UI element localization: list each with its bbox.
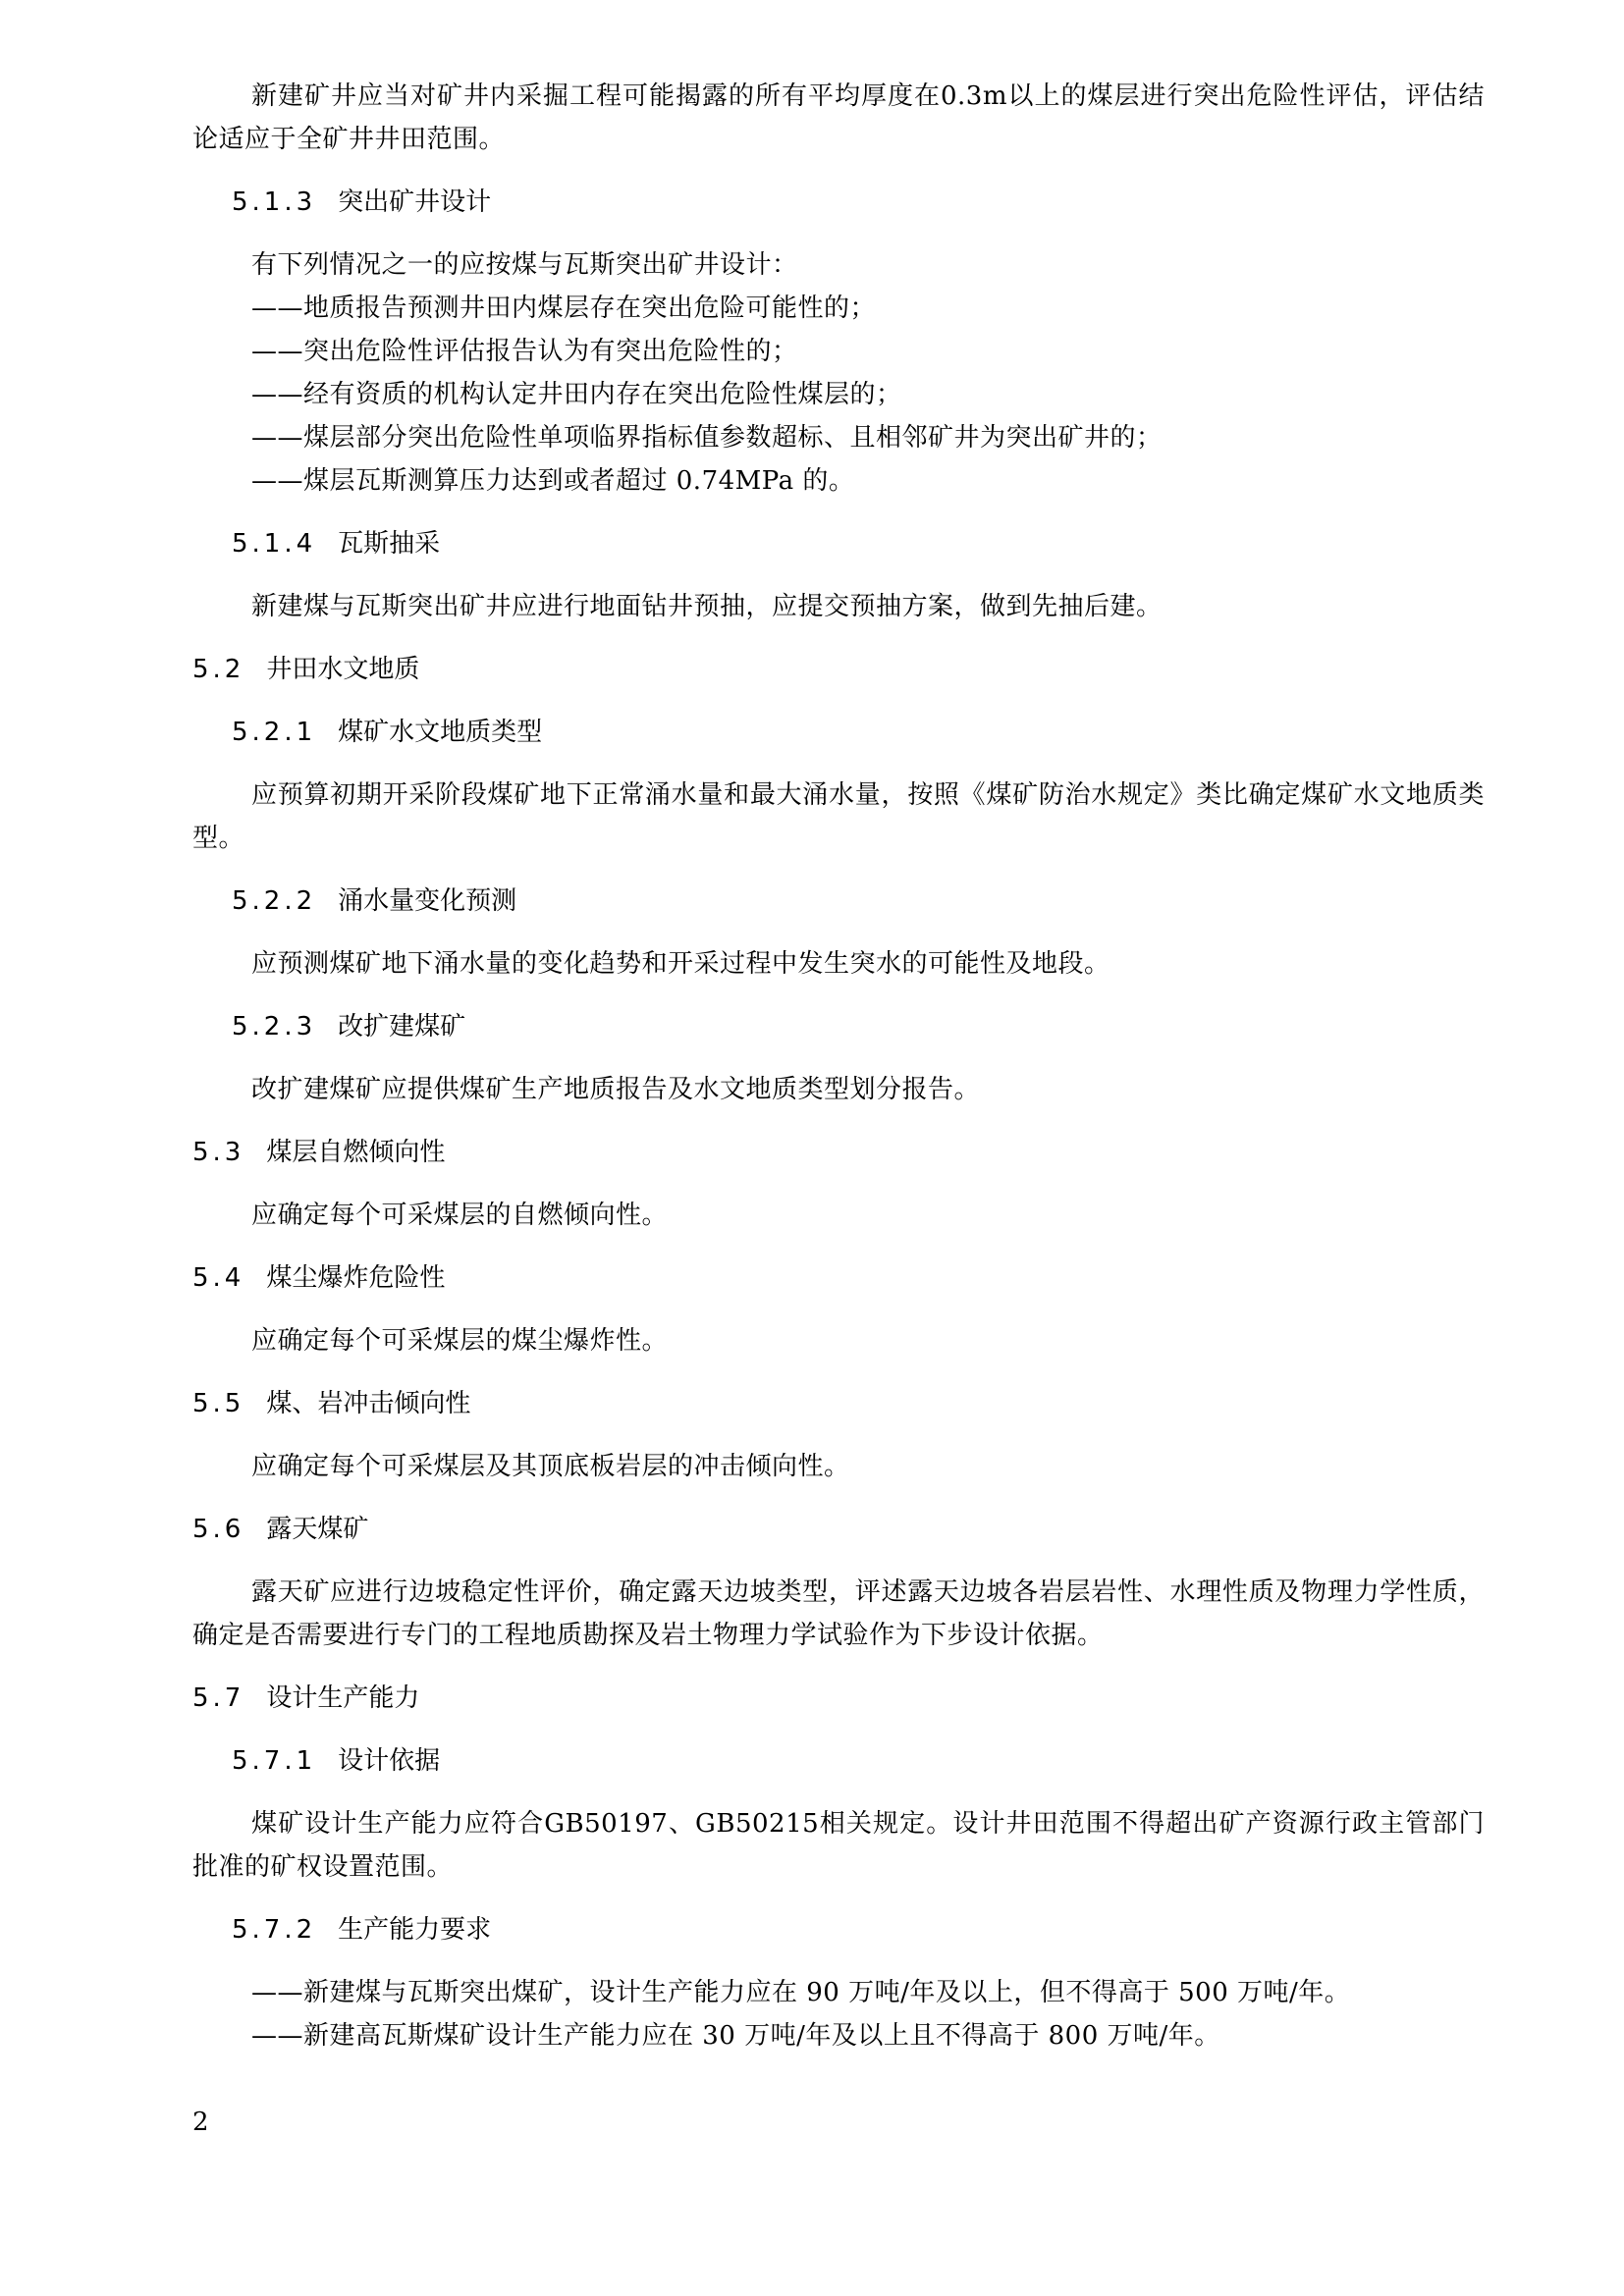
list-item: ——经有资质的机构认定井田内存在突出危险性煤层的；: [251, 380, 902, 409]
section-title: 设计依据: [338, 1746, 441, 1776]
section-number: 5.2.1: [232, 718, 317, 747]
section-heading-5-1-3: [232, 181, 1485, 224]
list-item: ——突出危险性评估报告认为有突出危险性的；: [251, 337, 798, 366]
list-item: ——新建高瓦斯煤矿设计生产能力应在 30 万吨/年及以上且不得高于 800 万吨/年。: [251, 2021, 1220, 2051]
section-title: 生产能力要求: [338, 1915, 492, 1945]
section-heading-5-2-2: [232, 880, 1485, 923]
section-title: 瓦斯抽采: [338, 529, 441, 559]
section-number: 5.7: [192, 1683, 245, 1713]
list-item: ——新建煤与瓦斯突出煤矿，设计生产能力应在 90 万吨/年及以上，但不得高于 500 万吨/年。: [251, 1978, 1351, 2007]
section-number: 5.1.3: [232, 187, 317, 217]
section-number: 5.2: [192, 655, 245, 684]
section-title: 涌水量变化预测: [338, 886, 517, 916]
list-item: ——煤层部分突出危险性单项临界指标值参数超标、且相邻矿井为突出矿井的；: [251, 423, 1163, 453]
section-heading-5-4: [192, 1256, 1485, 1300]
section-paragraph: 应预算初期开采阶段煤矿地下正常涌水量和最大涌水量，按照《煤矿防治水规定》类比确定煤矿水文地质类型。: [192, 780, 1485, 853]
section-title: 露天煤矿: [266, 1515, 369, 1544]
section-title: 煤尘爆炸危险性: [266, 1263, 446, 1293]
intro-paragraph: 新建矿井应当对矿井内采掘工程可能揭露的所有平均厚度在0.3m以上的煤层进行突出危险性评估，评估结论适应于全矿井井田范围。: [192, 81, 1485, 154]
section-number: 5.2.2: [232, 886, 317, 916]
section-title: 设计生产能力: [266, 1683, 420, 1713]
page-content: [192, 75, 1485, 2057]
section-lead: 有下列情况之一的应按煤与瓦斯突出矿井设计：: [251, 250, 798, 280]
section-heading-5-2-3: [232, 1005, 1485, 1048]
section-paragraph: 改扩建煤矿应提供煤矿生产地质报告及水文地质类型划分报告。: [251, 1075, 981, 1104]
section-title: 突出矿井设计: [338, 187, 492, 217]
section-heading-5-5: [192, 1382, 1485, 1425]
section-title: 井田水文地质: [266, 655, 420, 684]
section-title: 煤层自燃倾向性: [266, 1138, 446, 1167]
section-heading-5-7-2: [232, 1908, 1485, 1951]
section-paragraph: 煤矿设计生产能力应符合GB50197、GB50215相关规定。设计井田范围不得超出矿产资源行政主管部门批准的矿权设置范围。: [192, 1809, 1485, 1882]
section-number: 5.1.4: [232, 529, 317, 559]
section-number: 5.2.3: [232, 1012, 317, 1041]
section-heading-5-2: [192, 648, 1485, 691]
section-number: 5.4: [192, 1263, 245, 1293]
section-title: 煤矿水文地质类型: [338, 718, 543, 747]
section-number: 5.5: [192, 1389, 245, 1418]
section-heading-5-7: [192, 1677, 1485, 1720]
section-heading-5-6: [192, 1508, 1485, 1551]
section-heading-5-7-1: [232, 1739, 1485, 1783]
section-title: 煤、岩冲击倾向性: [266, 1389, 471, 1418]
section-heading-5-2-1: [232, 711, 1485, 754]
list-item: ——地质报告预测井田内煤层存在突出危险可能性的；: [251, 294, 877, 323]
page-number: 2: [192, 2108, 209, 2137]
list-item: ——煤层瓦斯测算压力达到或者超过 0.74MPa 的。: [251, 466, 855, 496]
section-title: 改扩建煤矿: [338, 1012, 466, 1041]
section-paragraph: 应确定每个可采煤层的煤尘爆炸性。: [251, 1326, 669, 1356]
section-heading-5-1-4: [232, 522, 1485, 565]
section-paragraph: 新建煤与瓦斯突出矿井应进行地面钻井预抽，应提交预抽方案，做到先抽后建。: [251, 592, 1163, 621]
section-paragraph: 露天矿应进行边坡稳定性评价，确定露天边坡类型，评述露天边坡各岩层岩性、水理性质及物理力学性质，确定是否需要进行专门的工程地质勘探及岩土物理力学试验作为下步设计依据。: [192, 1577, 1485, 1650]
section-number: 5.6: [192, 1515, 245, 1544]
section-paragraph: 应确定每个可采煤层及其顶底板岩层的冲击倾向性。: [251, 1452, 850, 1481]
section-number: 5.3: [192, 1138, 245, 1167]
section-paragraph: 应确定每个可采煤层的自燃倾向性。: [251, 1201, 669, 1230]
section-number: 5.7.1: [232, 1746, 317, 1776]
section-number: 5.7.2: [232, 1915, 317, 1945]
section-paragraph: 应预测煤矿地下涌水量的变化趋势和开采过程中发生突水的可能性及地段。: [251, 949, 1110, 979]
section-heading-5-3: [192, 1131, 1485, 1174]
